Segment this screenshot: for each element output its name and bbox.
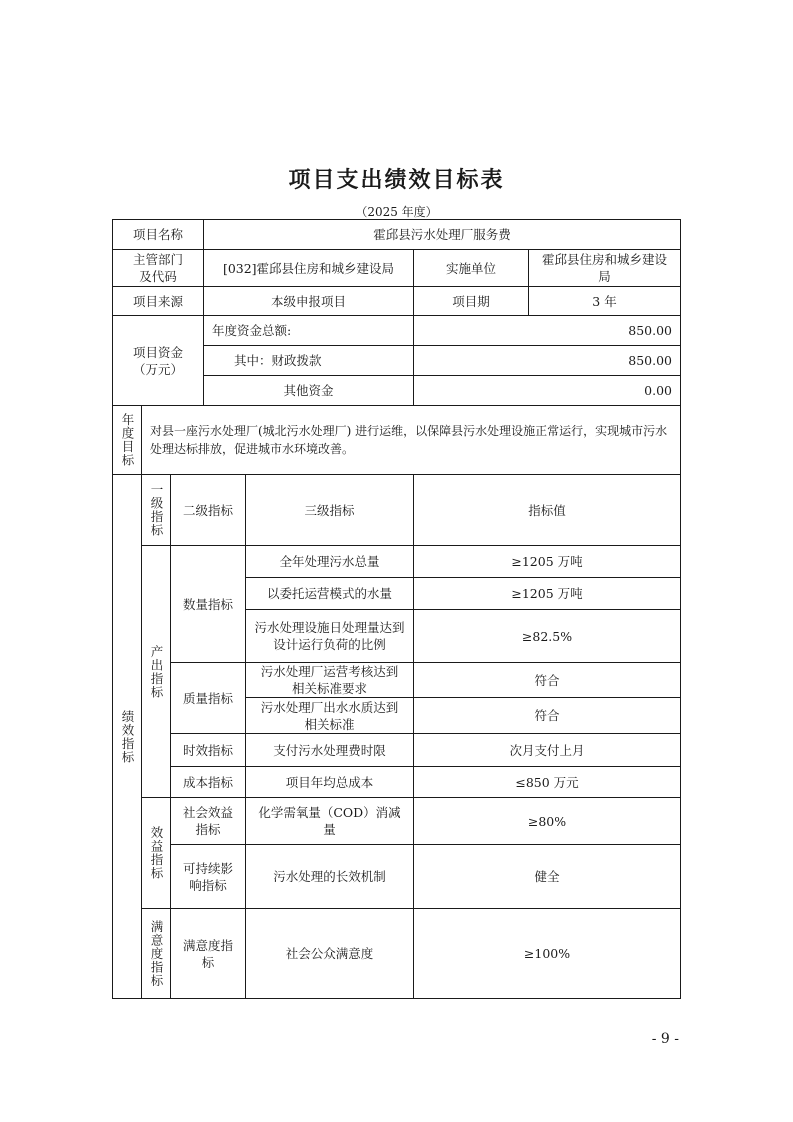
header-value: 指标值	[413, 474, 681, 546]
table-row: 污水处理的长效机制	[245, 844, 414, 909]
table-row: 社会公众满意度	[245, 908, 414, 999]
dept-value: [032]霍邱县住房和城乡建设局	[203, 249, 414, 287]
goal-label: 年度目标	[112, 405, 142, 475]
table-row: 污水处理厂出水水质达到相关标准	[245, 697, 414, 734]
page-number: - 9 -	[651, 1031, 679, 1047]
sustainable-impact-label: 可持续影响指标	[170, 844, 246, 909]
table-row: 符合	[413, 697, 681, 734]
table-row: ≥1205 万吨	[413, 545, 681, 578]
table-row: 全年处理污水总量	[245, 545, 414, 578]
table-row: 污水处理设施日处理量达到设计运行负荷的比例	[245, 609, 414, 663]
impl-label: 实施单位	[413, 249, 529, 287]
other-funds-value: 0.00	[413, 375, 681, 406]
header-level1: 一级指标	[141, 474, 171, 546]
table-row: ≥1205 万吨	[413, 577, 681, 610]
table-row: 符合	[413, 662, 681, 698]
project-name-value: 霍邱县污水处理厂服务费	[203, 219, 681, 250]
cost-indicators-label: 成本指标	[170, 766, 246, 798]
project-name-label: 项目名称	[112, 219, 204, 250]
goal-text: 对县一座污水处理厂(城北污水处理厂) 进行运维，以保障县污水处理设施正常运行，实现城市污水处理达标排放，促进城市水环境改善。	[141, 405, 681, 475]
year-subtitle: （2025 年度）	[355, 205, 438, 219]
table-row: 污水处理厂运营考核达到相关标准要求	[245, 662, 414, 698]
funds-label: 项目资金（万元）	[112, 315, 204, 406]
source-value: 本级申报项目	[203, 286, 414, 316]
page-title: 项目支出绩效目标表	[288, 168, 505, 193]
output-indicators-label: 产出指标	[141, 545, 171, 798]
timeliness-indicators-label: 时效指标	[170, 733, 246, 767]
table-row: 支付污水处理费时限	[245, 733, 414, 767]
table-row: 以委托运营模式的水量	[245, 577, 414, 610]
other-funds-label: 其他资金	[203, 375, 414, 406]
satisfaction-level2-label: 满意度指标	[170, 908, 246, 999]
perf-indicators-label: 绩效指标	[112, 474, 142, 999]
table-row: 化学需氧量（COD）消减量	[245, 797, 414, 845]
fiscal-funds-label: 其中：财政拨款	[203, 345, 414, 376]
fiscal-funds-value: 850.00	[413, 345, 681, 376]
impl-value: 霍邱县住房和城乡建设局	[528, 249, 681, 287]
table-row: ≥100%	[413, 908, 681, 999]
period-label: 项目期	[413, 286, 529, 316]
table-row: 项目年均总成本	[245, 766, 414, 798]
quality-indicators-label: 质量指标	[170, 662, 246, 734]
table-row: ≥82.5%	[413, 609, 681, 663]
social-benefit-label: 社会效益指标	[170, 797, 246, 845]
header-level3: 三级指标	[245, 474, 414, 546]
satisfaction-indicators-label: 满意度指标	[141, 908, 171, 999]
total-funds-label: 年度资金总额:	[203, 315, 414, 346]
source-label: 项目来源	[112, 286, 204, 316]
table-row: ≥80%	[413, 797, 681, 845]
table-row: ≤850 万元	[413, 766, 681, 798]
quantity-indicators-label: 数量指标	[170, 545, 246, 663]
benefit-indicators-label: 效益指标	[141, 797, 171, 909]
table-row: 次月支付上月	[413, 733, 681, 767]
table-row: 健全	[413, 844, 681, 909]
header-level2: 二级指标	[170, 474, 246, 546]
total-funds-value: 850.00	[413, 315, 681, 346]
period-value: 3 年	[528, 286, 681, 316]
dept-label: 主管部门及代码	[112, 249, 204, 287]
